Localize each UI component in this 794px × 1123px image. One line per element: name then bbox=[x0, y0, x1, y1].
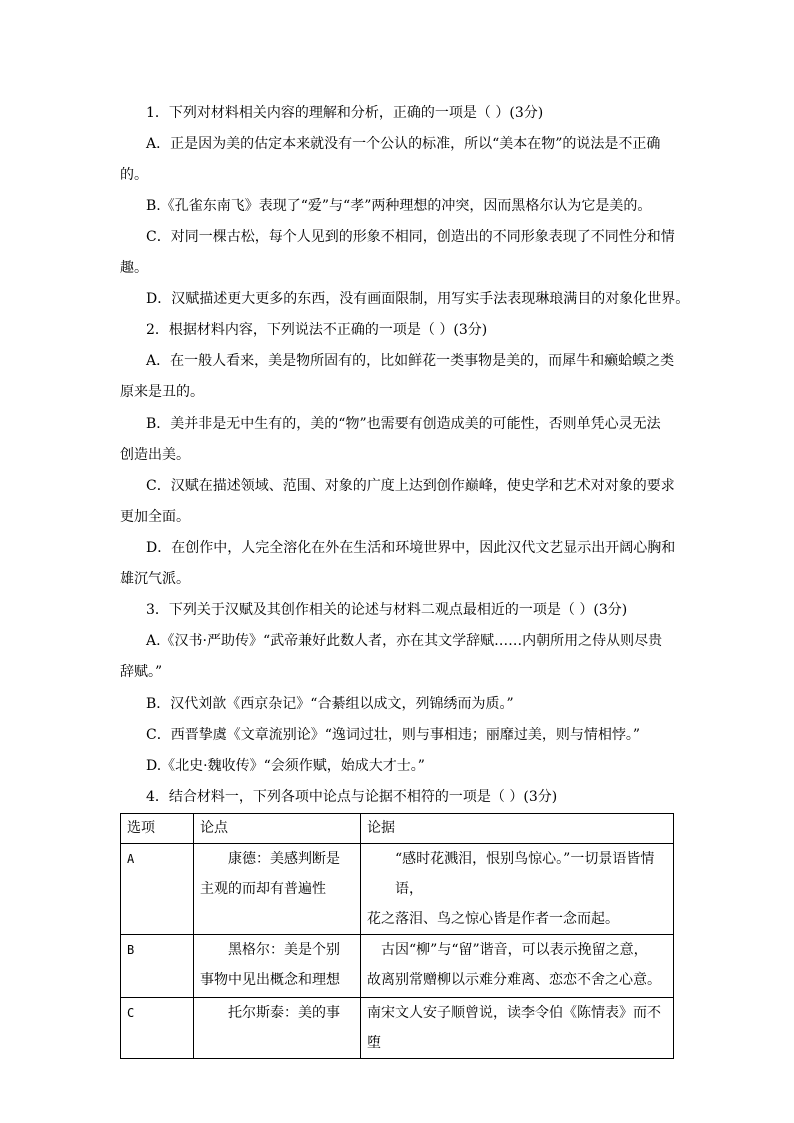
table-header-row bbox=[121, 814, 674, 844]
question-1-option-a-line1: A．正是因为美的估定本来就没有一个公认的标准，所以“美本在物”的说法是不正确 bbox=[146, 136, 661, 152]
table-cell-evidence bbox=[361, 844, 674, 935]
evidence-line2: 故离别常赠柳以示难分难离、恋恋不舍之心意。 bbox=[367, 972, 661, 988]
table-cell-option bbox=[121, 844, 194, 935]
evidence-line1: 古因“柳”与“留”谐音，可以表示挽留之意， bbox=[381, 942, 648, 958]
question-2-option-a-line1: A．在一般人看来，美是物所固有的，比如鲜花一类事物是美的，而犀牛和癞蛤蟆之类 bbox=[146, 353, 675, 369]
question-2-option-a-line2: 原来是丑的。 bbox=[120, 384, 204, 400]
evidence-line1: 南宋文人安子顺曾说，读李令伯《陈情表》而不堕 bbox=[367, 1005, 661, 1051]
evidence-line2: 花之落泪、鸟之惊心皆是作者一念而起。 bbox=[367, 911, 619, 927]
evidence-line1: “感时花溅泪，恨别鸟惊心。”一切景语皆情语， bbox=[395, 851, 655, 897]
point-line2: 事物中见出概念和理想 bbox=[200, 972, 340, 988]
table-header-option: 选项 bbox=[121, 814, 194, 844]
table-cell-option bbox=[121, 998, 194, 1059]
question-2-stem: 2．根据材料内容，下列说法不正确的一项是（ ）(3分) bbox=[146, 322, 488, 338]
question-4-stem: 4．结合材料一，下列各项中论点与论据不相符的一项是（ ）(3分) bbox=[146, 789, 558, 805]
table-header-point: 论点 bbox=[194, 814, 361, 844]
question-1-option-c-line2: 趣。 bbox=[120, 260, 148, 276]
question-3-option-b: B．汉代刘歆《西京杂记》“合綦组以成文，列锦绣而为质。” bbox=[146, 696, 514, 712]
question-2-option-b-line2: 创造出美。 bbox=[120, 447, 190, 463]
table-row bbox=[121, 935, 674, 998]
table-header-evidence: 论据 bbox=[361, 814, 674, 844]
table-cell-point bbox=[194, 935, 361, 998]
question-3-option-c: C．西晋挚虞《文章流别论》“逸词过壮，则与事相违；丽靡过美，则与情相悖。” bbox=[146, 727, 641, 743]
question-3-stem: 3．下列关于汉赋及其创作相关的论述与材料二观点最相近的一项是（ ）(3分) bbox=[146, 602, 628, 618]
question-1-option-c-line1: C．对同一棵古松，每个人见到的形象不相同，创造出的不同形象表现了不同性分和情 bbox=[146, 229, 675, 245]
point-line2: 主观的而却有普遍性 bbox=[200, 881, 326, 897]
question-3-option-d: D.《北史·魏收传》“会须作赋，始成大才士。” bbox=[146, 758, 425, 774]
point-line1: 黑格尔：美是个别 bbox=[228, 942, 340, 958]
question-2-option-c-line2: 更加全面。 bbox=[120, 509, 190, 525]
question-3-option-a-line2: 辞赋。” bbox=[120, 664, 163, 680]
option-letter: C bbox=[127, 1006, 135, 1020]
table-cell-point bbox=[194, 998, 361, 1059]
point-line1: 康德：美感判断是 bbox=[228, 851, 340, 867]
table-cell-evidence bbox=[361, 935, 674, 998]
question-2-option-c-line1: C．汉赋在描述领域、范围、对象的广度上达到创作巅峰，使史学和艺术对对象的要求 bbox=[146, 478, 675, 494]
question-1-stem: 1．下列对材料相关内容的理解和分析，正确的一项是（ ）(3分) bbox=[146, 105, 544, 121]
argument-table bbox=[120, 813, 674, 1059]
question-1-option-b: B.《孔雀东南飞》表现了“爱”与“孝”两种理想的冲突，因而黑格尔认为它是美的。 bbox=[146, 198, 652, 214]
question-2-option-d-line1: D．在创作中，人完全溶化在外在生活和环境世界中，因此汉代文艺显示出开阔心胸和 bbox=[146, 540, 676, 556]
option-letter: B bbox=[127, 943, 135, 957]
point-line1: 托尔斯泰：美的事 bbox=[228, 1005, 340, 1021]
table-cell-option bbox=[121, 935, 194, 998]
question-1-option-d: D．汉赋描述更大更多的东西，没有画面限制，用写实手法表现琳琅满目的对象化世界。 bbox=[146, 291, 690, 307]
table-row bbox=[121, 998, 674, 1059]
option-letter: A bbox=[127, 852, 135, 866]
table-cell-evidence bbox=[361, 998, 674, 1059]
question-2-option-b-line1: B．美并非是无中生有的，美的“物”也需要有创造成美的可能性，否则单凭心灵无法 bbox=[146, 416, 661, 432]
question-1-option-a-line2: 的。 bbox=[120, 167, 148, 183]
question-3-option-a-line1: A.《汉书·严助传》“武帝兼好此数人者，亦在其文学辞赋……内朝所用之侍从则尽贵 bbox=[146, 633, 663, 649]
table-row bbox=[121, 844, 674, 935]
question-2-option-d-line2: 雄沉气派。 bbox=[120, 571, 190, 587]
table-cell-point bbox=[194, 844, 361, 935]
